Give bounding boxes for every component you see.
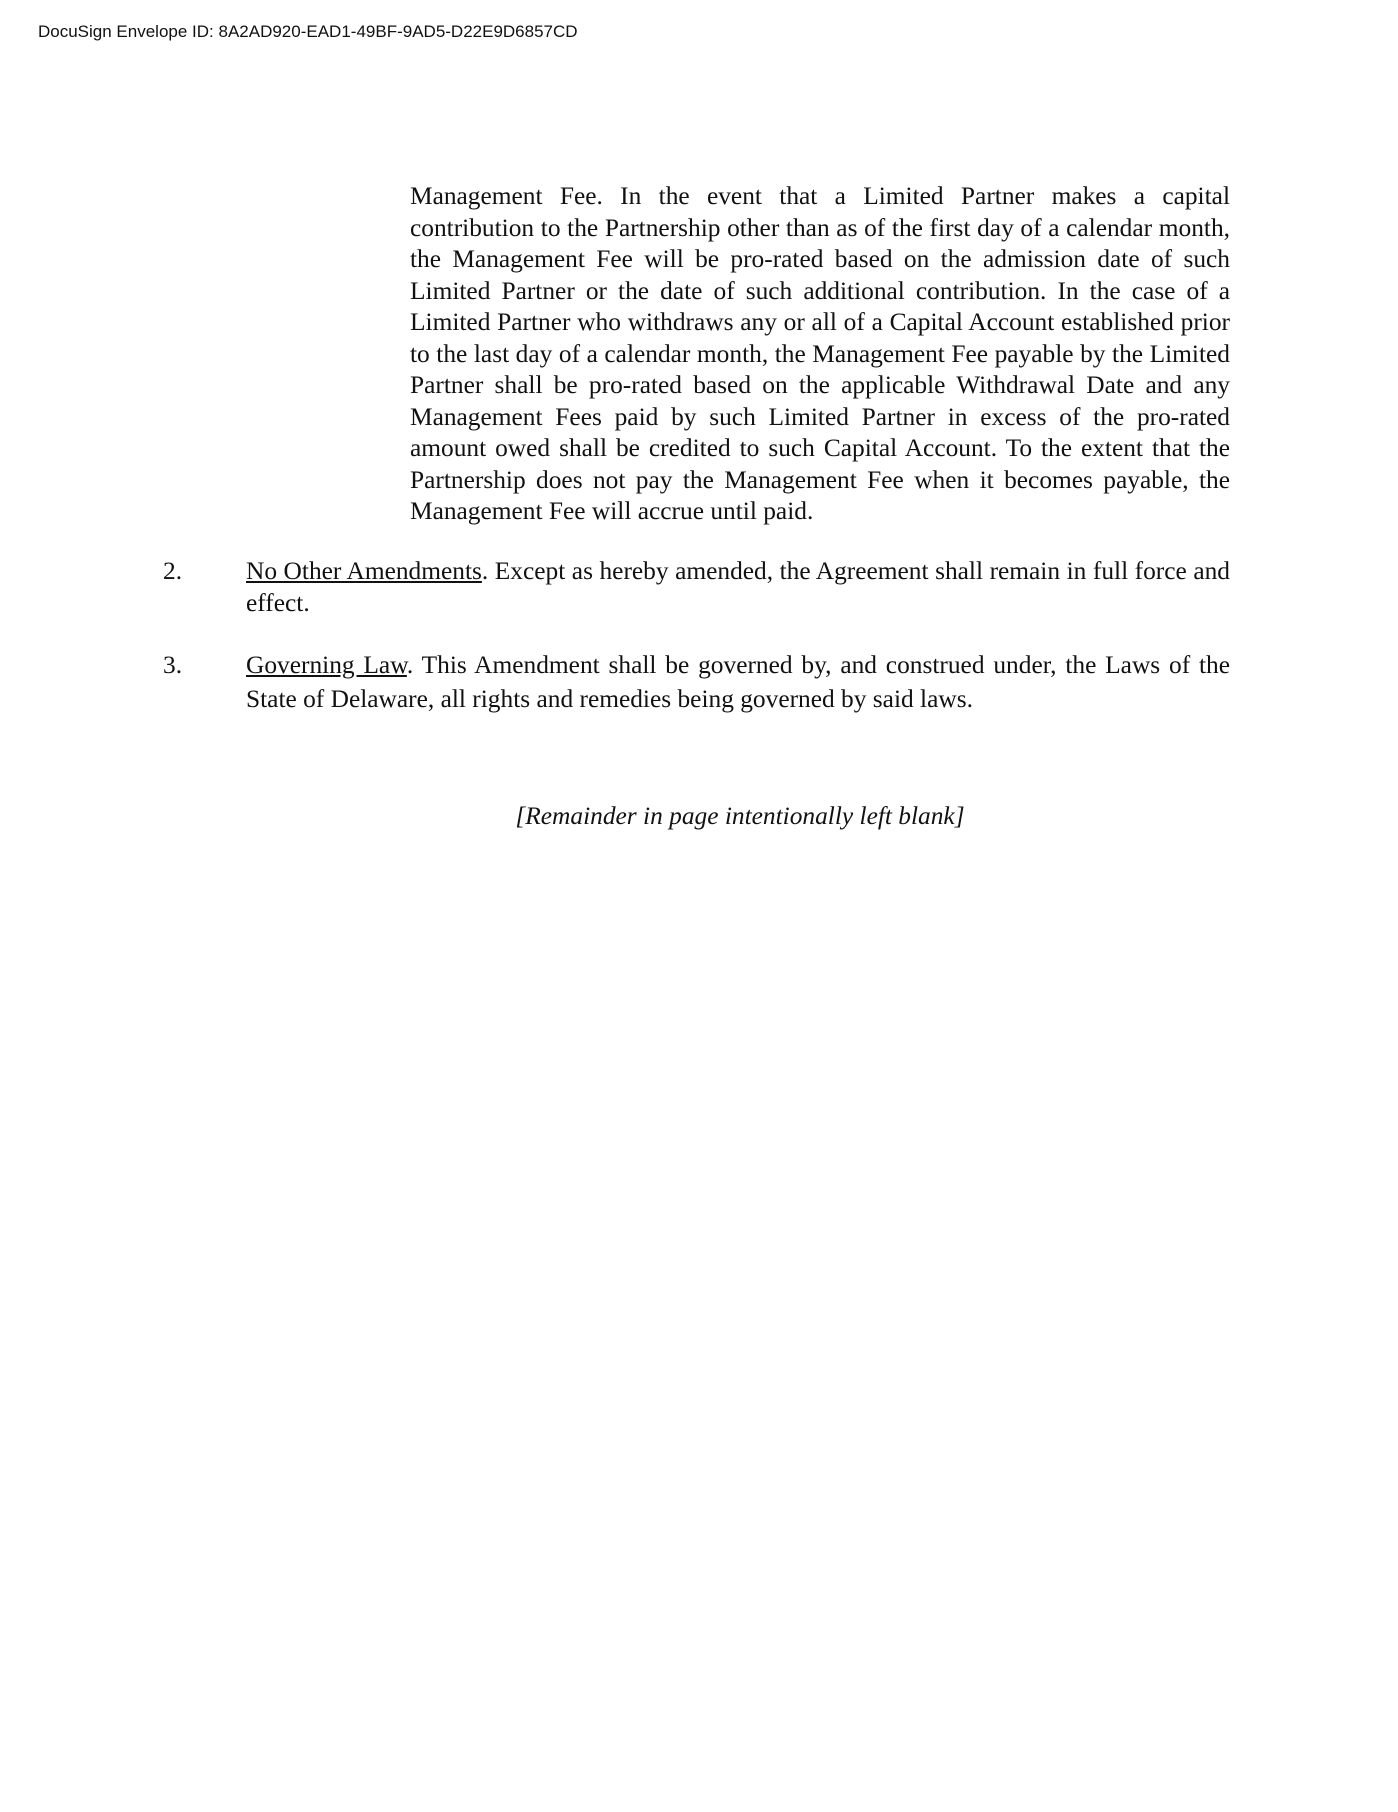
section-body <box>246 556 1230 619</box>
section-heading: Governing Law <box>246 651 407 679</box>
section-text: . Except as hereby amended, the Agreement shall remain in full force and effect. <box>246 557 1230 617</box>
section-body <box>246 648 1230 716</box>
section-governing-law <box>163 648 1230 716</box>
section-number: 2. <box>163 557 183 585</box>
envelope-id: DocuSign Envelope ID: 8A2AD920-EAD1-49BF-9AD5-D22E9D6857CD <box>38 22 578 41</box>
section-text: . This Amendment shall be governed by, and construed under, the Laws of the State of Delaware, all rights and remedies being governed by said laws. <box>246 651 1230 713</box>
section-no-other-amendments <box>163 556 1230 619</box>
section-heading: No Other Amendments <box>246 557 482 585</box>
remainder-note: [Remainder in page intentionally left blank] <box>515 802 965 830</box>
section-number: 3. <box>163 651 183 679</box>
management-fee-paragraph: Management Fee. In the event that a Limited Partner makes a capital contribution to the Partnership other than as of the first day of a calendar month, the Management Fee will be pro-rated based on the admission date of such Limited Partner or the date of such additional contribution. In the case of a Limited Partner who withdraws any or all of a Capital Account established prior to the last day of a calendar month, the Management Fee payable by the Limited Partner shall be pro-rated based on the applicable Withdrawal Date and any Management Fees paid by such Limited Partner in excess of the pro-rated amount owed shall be credited to such Capital Account. To the extent that the Partnership does not pay the Management Fee when it becomes payable, the Management Fee will accrue until paid. <box>410 182 1230 525</box>
